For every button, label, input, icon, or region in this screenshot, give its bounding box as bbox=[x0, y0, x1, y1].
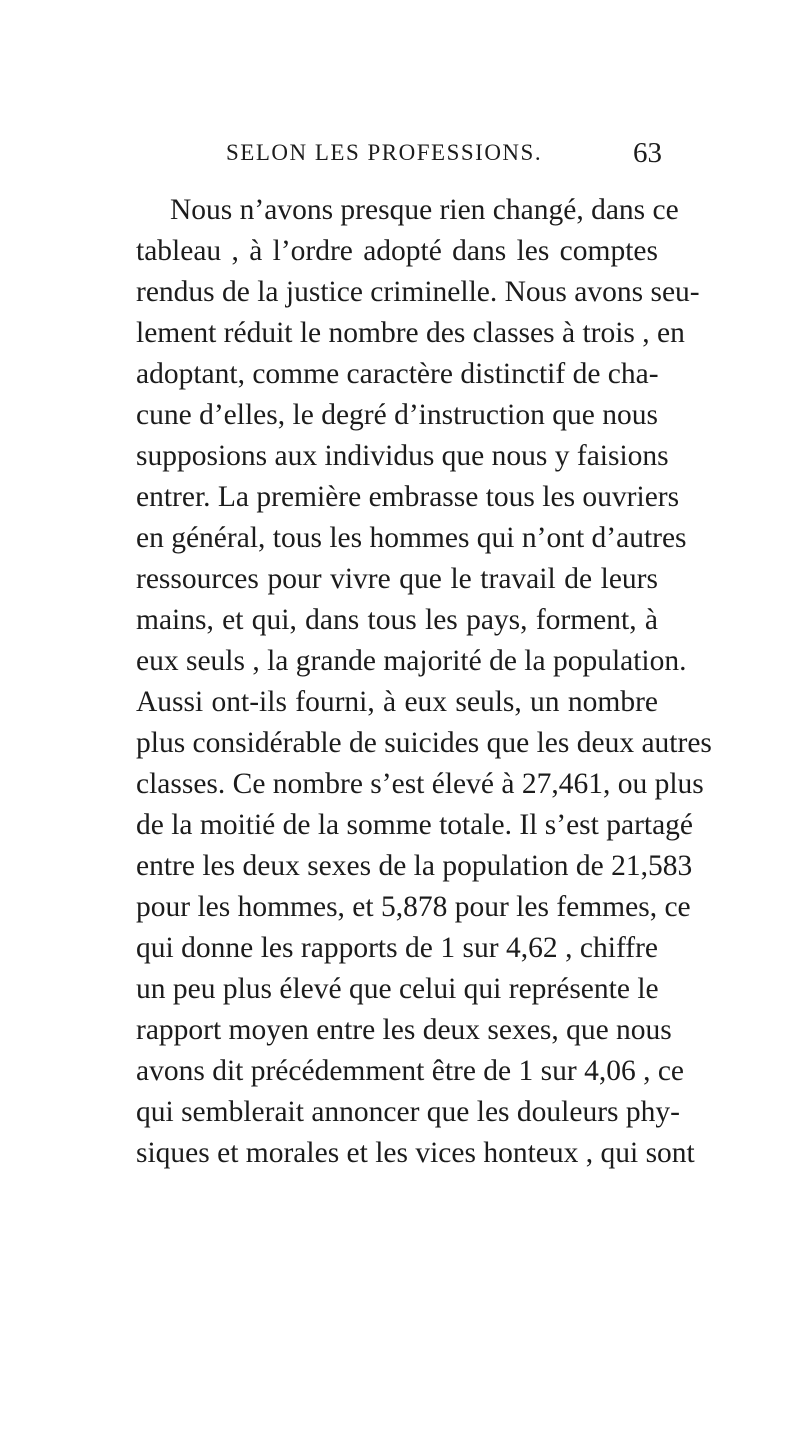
page-number: 63 bbox=[633, 137, 662, 169]
text-line: tableau , à l’ordre adopté dans les comptes bbox=[136, 235, 658, 267]
text-line: lement réduit le nombre des classes à trois , en bbox=[136, 317, 685, 349]
text-line: qui semblerait annoncer que les douleurs phy- bbox=[136, 1096, 680, 1128]
running-title: SELON LES PROFESSIONS. bbox=[226, 140, 543, 165]
text-line: qui donne les rapports de 1 sur 4,62 , chiffre bbox=[136, 932, 658, 964]
text-line: siques et morales et les vices honteux , qui sont bbox=[136, 1137, 695, 1169]
text-line: classes. Ce nombre s’est élevé à 27,461, ou plus bbox=[136, 768, 704, 800]
body-paragraph bbox=[136, 190, 712, 1174]
text-line: adoptant, comme caractère distinctif de cha- bbox=[136, 358, 659, 390]
text-line: cune d’elles, le degré d’instruction que nous bbox=[136, 399, 658, 431]
text-line: supposions aux individus que nous y faisions bbox=[136, 440, 669, 472]
text-line: Aussi ont-ils fourni, à eux seuls, un nombre bbox=[136, 686, 658, 718]
text-line: plus considérable de suicides que les deux autres bbox=[136, 727, 712, 759]
text-line: de la moitié de la somme totale. Il s’est partagé bbox=[136, 809, 694, 841]
text-line: rendus de la justice criminelle. Nous avons seu- bbox=[136, 276, 700, 308]
text-line: eux seuls , la grande majorité de la population. bbox=[136, 645, 687, 677]
text-line: Nous n’avons presque rien changé, dans ce bbox=[170, 194, 679, 226]
text-line: entre les deux sexes de la population de 21,583 bbox=[136, 850, 693, 882]
text-line: mains, et qui, dans tous les pays, forment, à bbox=[136, 604, 658, 636]
text-line: ressources pour vivre que le travail de leurs bbox=[136, 563, 658, 595]
text-line: pour les hommes, et 5,878 pour les femmes, ce bbox=[136, 891, 691, 923]
text-line: en général, tous les hommes qui n’ont d’autres bbox=[136, 522, 687, 554]
text-line: avons dit précédemment être de 1 sur 4,06 , ce bbox=[136, 1055, 685, 1087]
text-line: un peu plus élevé que celui qui représente le bbox=[136, 973, 659, 1005]
running-head bbox=[226, 137, 662, 180]
text-line: rapport moyen entre les deux sexes, que nous bbox=[136, 1014, 672, 1046]
text-line: entrer. La première embrasse tous les ouvriers bbox=[136, 481, 680, 513]
